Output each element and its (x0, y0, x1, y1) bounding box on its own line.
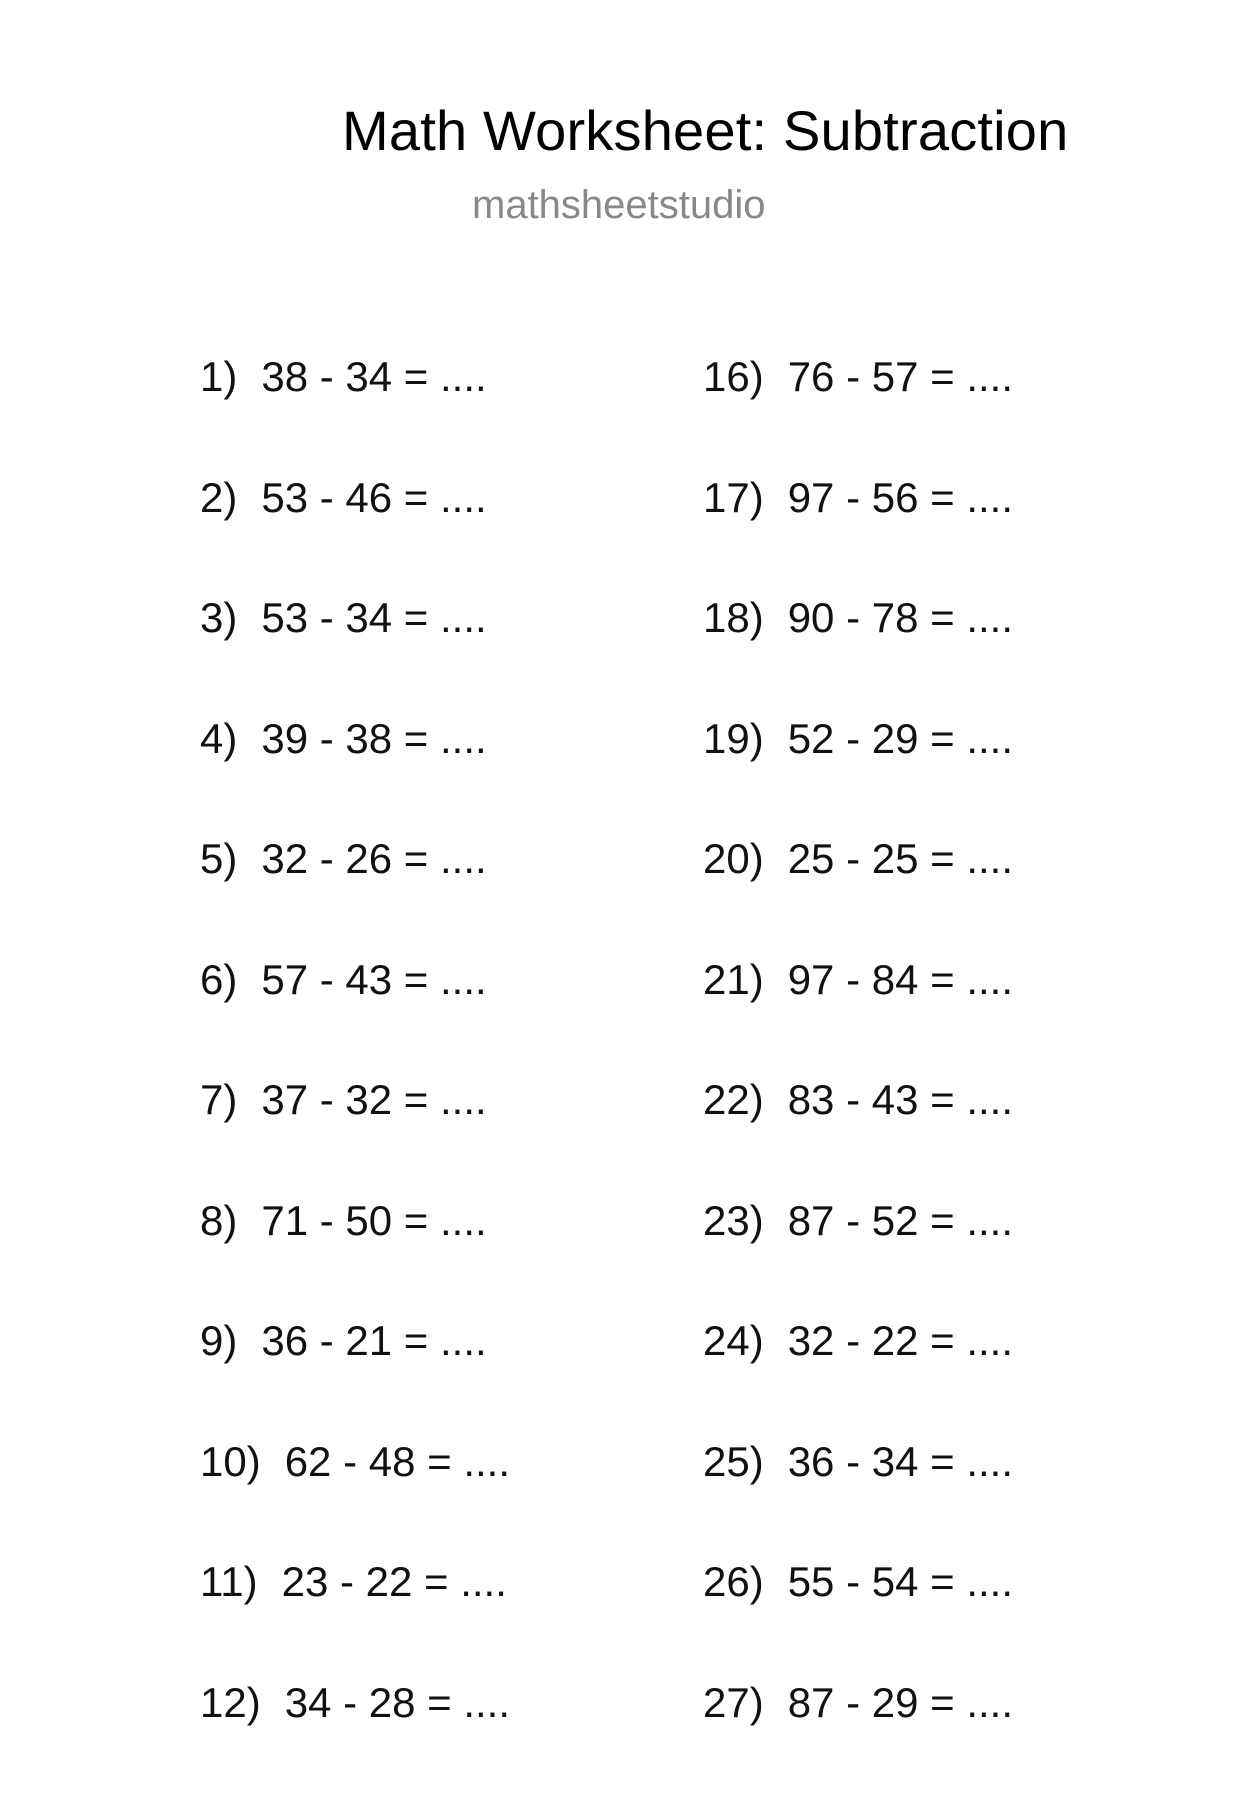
problem-number: 21) (703, 955, 764, 1005)
problem-expression: 76 - 57 = .... (788, 352, 1013, 402)
problem-number: 26) (703, 1557, 764, 1607)
problem-expression: 87 - 52 = .... (788, 1196, 1013, 1246)
problem-item (703, 352, 1140, 473)
problem-item (703, 1075, 1140, 1196)
problem-number: 12) (200, 1678, 261, 1728)
problem-number: 24) (703, 1316, 764, 1366)
problem-number: 17) (703, 473, 764, 523)
problem-expression: 52 - 29 = .... (788, 714, 1013, 764)
problem-item (200, 834, 703, 955)
problem-expression: 32 - 26 = .... (261, 834, 486, 884)
problem-expression: 87 - 29 = .... (788, 1678, 1013, 1728)
problem-number: 10) (200, 1437, 261, 1487)
problem-expression: 53 - 34 = .... (261, 593, 486, 643)
problem-expression: 57 - 43 = .... (261, 955, 486, 1005)
problem-item (703, 955, 1140, 1076)
problem-item (200, 1678, 703, 1798)
problem-number: 18) (703, 593, 764, 643)
problem-number: 7) (200, 1075, 237, 1125)
problem-number: 19) (703, 714, 764, 764)
problem-number: 9) (200, 1316, 237, 1366)
problem-expression: 34 - 28 = .... (285, 1678, 510, 1728)
problem-item (200, 473, 703, 594)
problem-number: 11) (200, 1557, 258, 1607)
problem-number: 27) (703, 1678, 764, 1728)
problem-item (200, 1557, 703, 1678)
problem-item (200, 352, 703, 473)
problem-item (703, 1437, 1140, 1558)
problem-expression: 38 - 34 = .... (261, 352, 486, 402)
problem-item (703, 473, 1140, 594)
problem-number: 1) (200, 352, 237, 402)
problem-expression: 36 - 34 = .... (788, 1437, 1013, 1487)
problem-number: 5) (200, 834, 237, 884)
problem-expression: 36 - 21 = .... (261, 1316, 486, 1366)
problem-item (200, 1196, 703, 1317)
problem-expression: 83 - 43 = .... (788, 1075, 1013, 1125)
problem-expression: 62 - 48 = .... (285, 1437, 510, 1487)
problem-item (200, 1437, 703, 1558)
problem-expression: 53 - 46 = .... (261, 473, 486, 523)
problem-item (703, 1316, 1140, 1437)
problem-number: 22) (703, 1075, 764, 1125)
problem-item (200, 1075, 703, 1196)
problem-item (703, 834, 1140, 955)
problem-item (200, 1316, 703, 1437)
problem-expression: 32 - 22 = .... (788, 1316, 1013, 1366)
page-title: Math Worksheet: Subtraction (342, 98, 1068, 163)
problem-number: 3) (200, 593, 237, 643)
problem-expression: 71 - 50 = .... (261, 1196, 486, 1246)
problem-expression: 25 - 25 = .... (788, 834, 1013, 884)
problem-number: 16) (703, 352, 764, 402)
problem-number: 25) (703, 1437, 764, 1487)
problem-number: 6) (200, 955, 237, 1005)
problem-number: 2) (200, 473, 237, 523)
problem-expression: 37 - 32 = .... (261, 1075, 486, 1125)
problem-item (200, 593, 703, 714)
problem-expression: 90 - 78 = .... (788, 593, 1013, 643)
page-subtitle: mathsheetstudio (472, 183, 766, 228)
problem-item (703, 1196, 1140, 1317)
problem-number: 23) (703, 1196, 764, 1246)
problem-number: 20) (703, 834, 764, 884)
problem-expression: 55 - 54 = .... (788, 1557, 1013, 1607)
problem-item (200, 714, 703, 835)
problem-item (703, 714, 1140, 835)
problem-item (703, 1678, 1140, 1798)
problem-item (703, 593, 1140, 714)
problem-number: 4) (200, 714, 237, 764)
problem-item (200, 955, 703, 1076)
problem-expression: 97 - 56 = .... (788, 473, 1013, 523)
problem-expression: 39 - 38 = .... (261, 714, 486, 764)
problem-item (703, 1557, 1140, 1678)
problem-expression: 97 - 84 = .... (788, 955, 1013, 1005)
problem-grid (200, 352, 1140, 1798)
problem-expression: 23 - 22 = .... (282, 1557, 507, 1607)
problem-number: 8) (200, 1196, 237, 1246)
